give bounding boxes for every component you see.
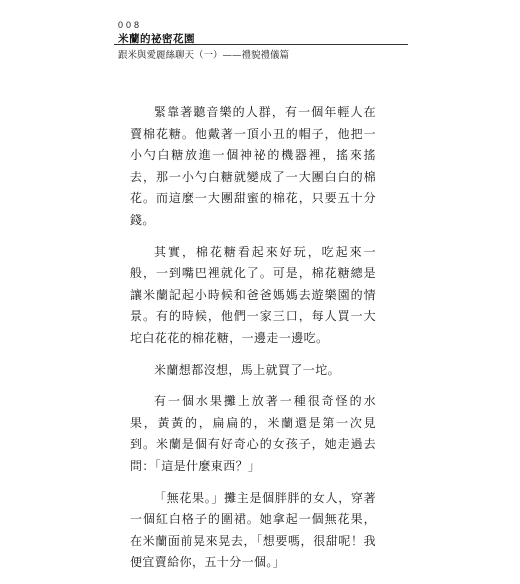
paragraph: 緊靠著聽音樂的人群，有一個年輕人在賣棉花糖。他戴著一頂小丑的帽子，他把一小勺白糖放進一個神祕的機器裡，搖來搖去，那一小勺白糖就變成了一大團白白的棉花。而這麼一大團甜蜜的棉花，只要五十分錢。	[130, 105, 376, 227]
body-text	[130, 102, 376, 584]
paragraph: 米蘭想都沒想，馬上就買了一坨。	[154, 362, 341, 377]
header-divider	[114, 44, 408, 45]
page-number: 008	[118, 20, 143, 30]
chapter-title: 跟米與愛麗絲聊天（一）——禮貌禮儀篇	[118, 50, 290, 61]
paragraph: 有一個水果攤上放著一種很奇怪的水果，黃黃的，扁扁的，米蘭還是第一次見到。米蘭是個有好奇心的女孩子，她走過去問：「這是什麼東西？」	[130, 394, 376, 473]
book-title: 米蘭的祕密花園	[118, 33, 195, 45]
paragraph: 其實，棉花糖看起來好玩，吃起來一般，一到嘴巴裡就化了。可是，棉花糖總是讓米蘭記起小時候和爸爸媽媽去遊樂園的情景。有的時候，他們一家三口，每人買一大坨白花花的棉花糖，一邊走一邊吃。	[130, 244, 376, 345]
paragraph: 「無花果。」攤主是個胖胖的女人，穿著一個紅白格子的圍裙。她拿起一個無花果，在米蘭面前晃來晃去，「想要嗎，很甜呢！我便宜賣給你，五十分一個。」	[130, 490, 376, 570]
